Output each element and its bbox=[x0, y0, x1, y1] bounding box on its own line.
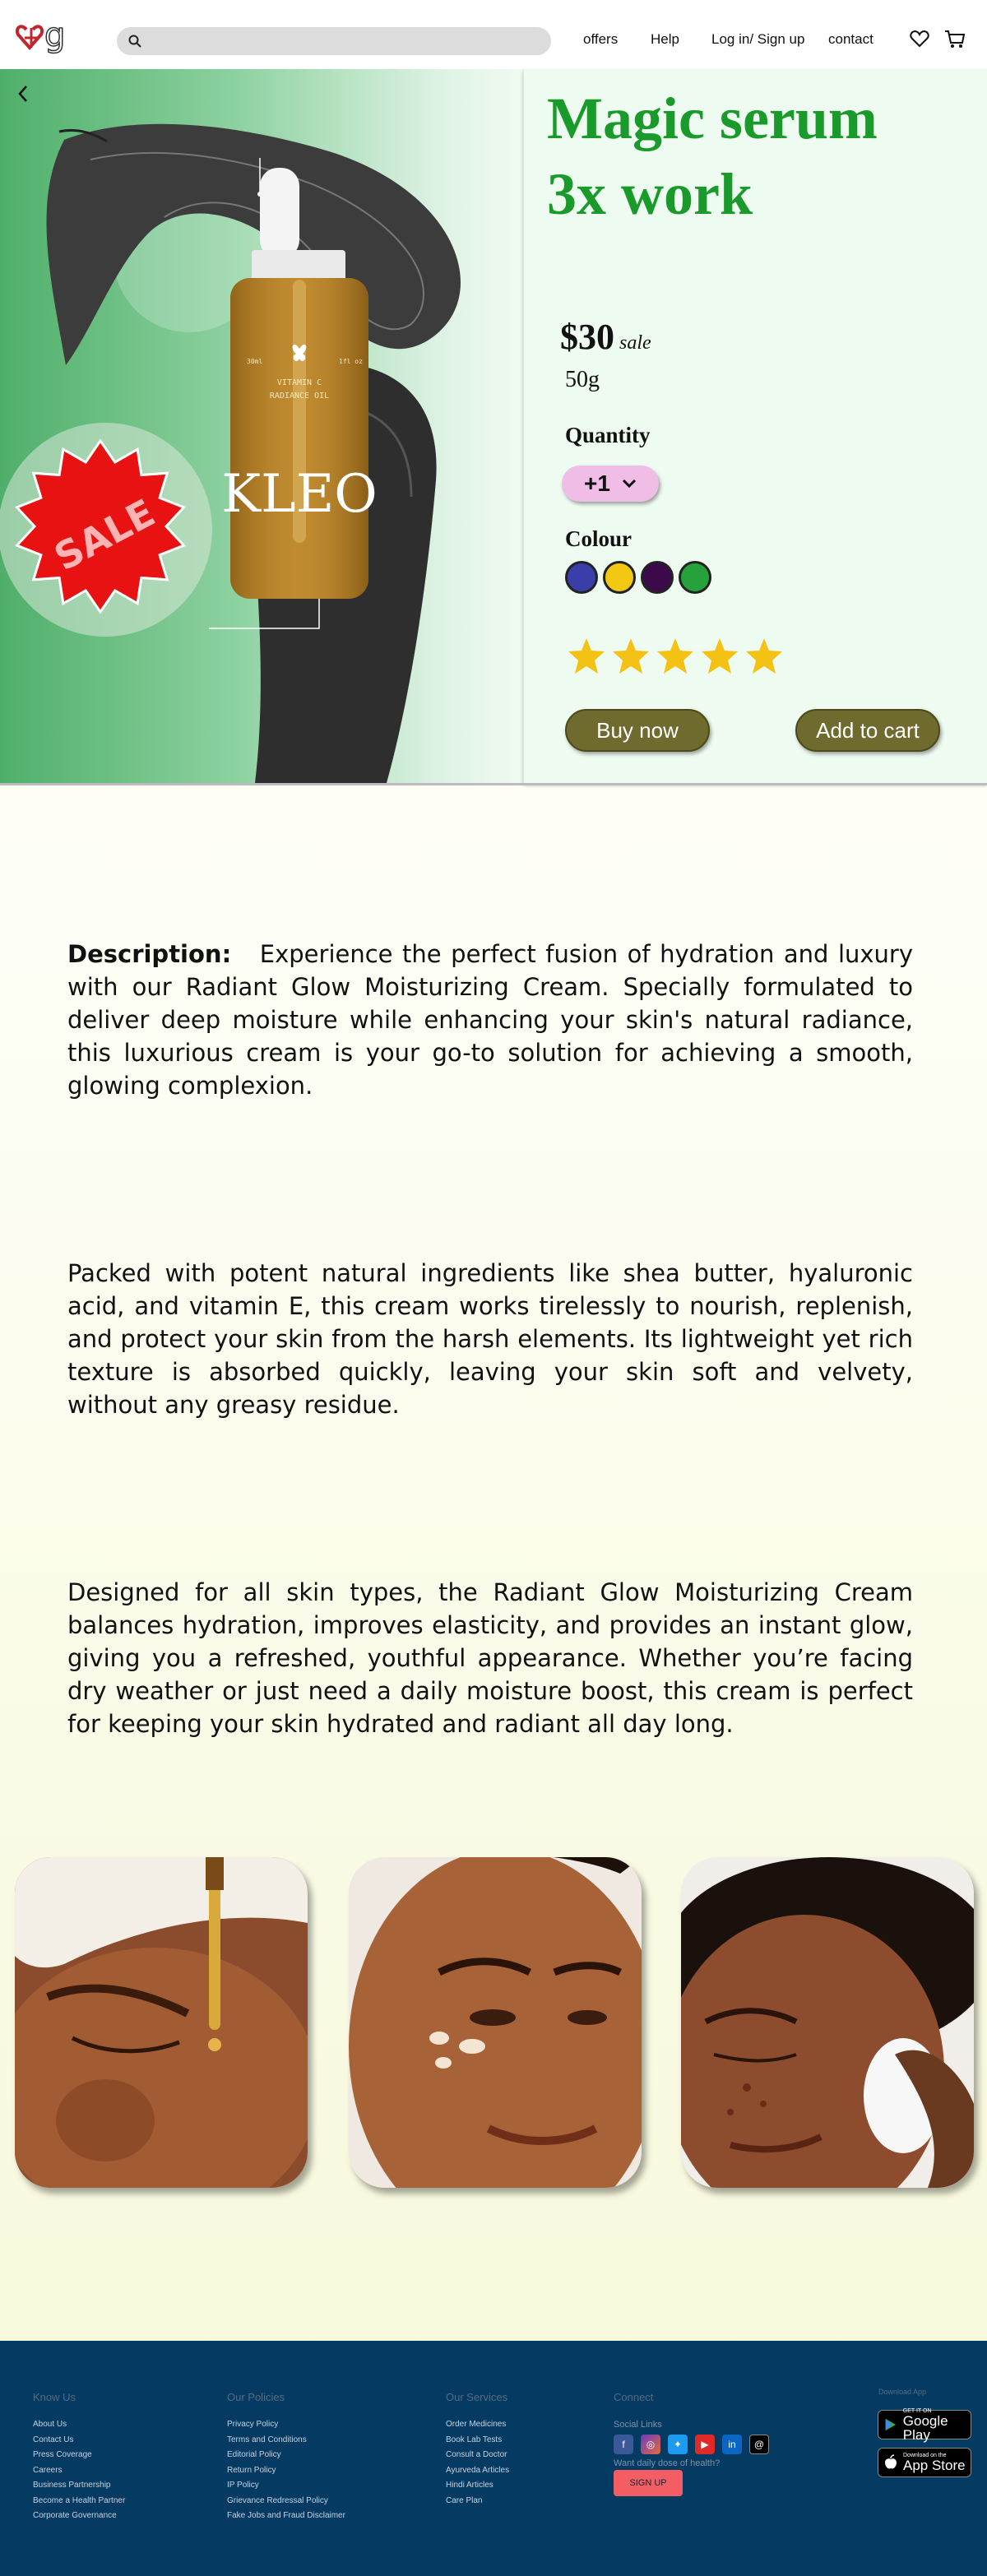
download-app-label: Download App bbox=[878, 2388, 927, 2396]
product-image bbox=[0, 69, 523, 783]
gallery-image-serum-drop[interactable] bbox=[15, 1857, 308, 2188]
description-paragraph-3: Designed for all skin types, the Radiant Glow Moisturizing Cream balances hydration, improves elasticity, and provides an instant glow, giving you a refreshed, youthful appearance. Whether you’re facing dry weather or just need a daily moisture boost, this cream is perfect for keeping your skin hydrated and radiant all day long. bbox=[67, 1578, 913, 1738]
app-store-button[interactable] bbox=[878, 2448, 971, 2477]
price-sale-tag: sale bbox=[619, 332, 651, 354]
footer-policy-link[interactable]: IP Policy bbox=[227, 2481, 259, 2490]
nav-login-link[interactable]: Log in/ Sign up bbox=[711, 31, 805, 47]
sale-badge-text: SALE bbox=[47, 490, 162, 580]
twitter-icon[interactable]: ✦ bbox=[668, 2435, 688, 2454]
footer-policy-link[interactable]: Privacy Policy bbox=[227, 2420, 279, 2429]
footer-know-us-link[interactable]: Business Partnership bbox=[33, 2481, 111, 2490]
gallery-image-cotton-pad[interactable] bbox=[681, 1857, 974, 2188]
footer-social-label: Social Links bbox=[614, 2420, 662, 2430]
star-rating bbox=[567, 637, 784, 676]
youtube-icon[interactable]: ▶ bbox=[695, 2435, 715, 2454]
quantity-dropdown[interactable] bbox=[562, 466, 659, 502]
description-paragraph-1 bbox=[67, 938, 913, 1102]
star-icon[interactable] bbox=[611, 637, 651, 676]
footer-service-link[interactable]: Order Medicines bbox=[446, 2420, 507, 2429]
google-play-button[interactable] bbox=[878, 2407, 971, 2443]
footer-connect-heading: Connect bbox=[614, 2391, 654, 2403]
footer-policy-link[interactable]: Terms and Conditions bbox=[227, 2435, 307, 2444]
footer-know-us-link[interactable]: Contact Us bbox=[33, 2435, 74, 2444]
quantity-value: +1 bbox=[584, 470, 610, 496]
description-paragraph-2: Packed with potent natural ingredients like shea butter, hyaluronic acid, and vitamin E, this cream works tirelessly to nourish, replenish, and protect your skin from the harsh elements. Its lightweight yet rich texture is absorbed quickly, leaving your skin soft and velvety, without any greasy residue. bbox=[67, 1259, 913, 1419]
search-bar[interactable] bbox=[117, 27, 551, 55]
footer-service-link[interactable]: Ayurveda Articles bbox=[446, 2465, 510, 2475]
navbar bbox=[0, 0, 987, 69]
footer-newsletter-label: Want daily dose of health? bbox=[614, 2458, 721, 2468]
footer-know-us-heading: Know Us bbox=[33, 2391, 76, 2403]
bottle-volume-oz: 1fl oz bbox=[339, 358, 363, 365]
search-input[interactable] bbox=[150, 35, 528, 49]
apple-icon bbox=[883, 2454, 898, 2471]
quantity-label: Quantity bbox=[565, 423, 651, 447]
star-icon[interactable] bbox=[567, 637, 606, 676]
hero-divider bbox=[0, 783, 987, 785]
footer-policy-link[interactable]: Fake Jobs and Fraud Disclaimer bbox=[227, 2511, 345, 2520]
product-weight: 50g bbox=[565, 367, 600, 392]
google-play-icon bbox=[883, 2416, 898, 2433]
footer-services-list bbox=[446, 2417, 509, 2509]
colour-swatch-blue[interactable] bbox=[565, 561, 598, 594]
footer-service-link[interactable]: Book Lab Tests bbox=[446, 2435, 503, 2444]
price-amount: $30 bbox=[560, 317, 614, 357]
footer-service-link[interactable]: Hindi Articles bbox=[446, 2481, 494, 2490]
footer-know-us-link[interactable]: About Us bbox=[33, 2420, 67, 2429]
colour-swatches bbox=[565, 561, 711, 594]
product-title bbox=[547, 81, 975, 232]
product-title-line1: Magic serum bbox=[547, 86, 878, 151]
colour-swatch-green[interactable] bbox=[679, 561, 711, 594]
footer-know-us-link[interactable]: Careers bbox=[33, 2465, 63, 2475]
footer-policies-heading: Our Policies bbox=[227, 2391, 285, 2403]
star-icon[interactable] bbox=[700, 637, 739, 676]
signup-button[interactable]: SIGN UP bbox=[614, 2470, 683, 2496]
footer-know-us-link[interactable]: Press Coverage bbox=[33, 2450, 92, 2459]
buy-now-button[interactable]: Buy now bbox=[565, 709, 710, 752]
bottle-label-line2: RADIANCE OIL bbox=[269, 391, 330, 401]
footer-policy-link[interactable]: Editorial Policy bbox=[227, 2450, 281, 2459]
search-icon bbox=[128, 35, 141, 48]
footer-services-heading: Our Services bbox=[446, 2391, 508, 2403]
footer-policy-link[interactable]: Return Policy bbox=[227, 2465, 276, 2475]
colour-swatch-purple[interactable] bbox=[641, 561, 674, 594]
social-links bbox=[614, 2435, 769, 2454]
nav-help-link[interactable]: Help bbox=[651, 31, 679, 47]
logo-icon[interactable] bbox=[15, 15, 84, 61]
product-title-line2: 3x work bbox=[547, 161, 753, 227]
description-text-1: Experience the perfect fusion of hydration and luxury with our Radiant Glow Moisturizing Cream. Specially formulated to deliver deep moisture while enhancing your skin's natural radiance, this luxurious cream is your go-to solution for achieving a smooth, glowing complexion. bbox=[67, 940, 914, 1100]
product-info-panel bbox=[523, 69, 987, 783]
threads-icon[interactable]: @ bbox=[749, 2435, 769, 2454]
google-play-big-text: Google Play bbox=[902, 2412, 948, 2443]
footer-policy-link[interactable]: Grievance Redressal Policy bbox=[227, 2495, 328, 2505]
footer-know-us-link[interactable]: Become a Health Partner bbox=[33, 2495, 126, 2505]
star-icon[interactable] bbox=[744, 637, 784, 676]
footer-know-us-list bbox=[33, 2417, 125, 2524]
gallery-image-cream-face[interactable] bbox=[349, 1857, 642, 2188]
description-heading: Description: bbox=[67, 940, 232, 968]
app-store-small-text: Download on the bbox=[903, 2453, 947, 2458]
wishlist-heart-icon[interactable] bbox=[910, 30, 929, 48]
footer-service-link[interactable]: Consult a Doctor bbox=[446, 2450, 507, 2459]
chevron-down-icon bbox=[622, 479, 637, 489]
star-icon[interactable] bbox=[656, 637, 695, 676]
bottle-label-line1: VITAMIN C bbox=[276, 378, 322, 387]
nav-contact-link[interactable]: contact bbox=[828, 31, 873, 47]
footer-service-link[interactable]: Care Plan bbox=[446, 2495, 483, 2505]
add-to-cart-button[interactable]: Add to cart bbox=[795, 709, 940, 752]
google-play-small-text: GET IT ON bbox=[902, 2407, 932, 2414]
footer-policies-list bbox=[227, 2417, 345, 2524]
colour-label: Colour bbox=[565, 526, 632, 551]
footer-know-us-link[interactable]: Corporate Governance bbox=[33, 2511, 117, 2520]
back-arrow-icon[interactable] bbox=[16, 84, 30, 104]
bottle-volume-ml: 30ml bbox=[247, 358, 263, 365]
facebook-icon[interactable]: f bbox=[614, 2435, 633, 2454]
colour-swatch-yellow[interactable] bbox=[603, 561, 636, 594]
app-store-big-text: App Store bbox=[903, 2458, 966, 2473]
cart-icon[interactable] bbox=[944, 30, 966, 49]
svg-text:g: g bbox=[44, 16, 66, 54]
price bbox=[560, 316, 651, 358]
nav-offers-link[interactable]: offers bbox=[583, 31, 619, 47]
linkedin-icon[interactable]: in bbox=[722, 2435, 742, 2454]
instagram-icon[interactable]: ◎ bbox=[641, 2435, 660, 2454]
bottle-brand-text: KLEO bbox=[221, 464, 378, 525]
